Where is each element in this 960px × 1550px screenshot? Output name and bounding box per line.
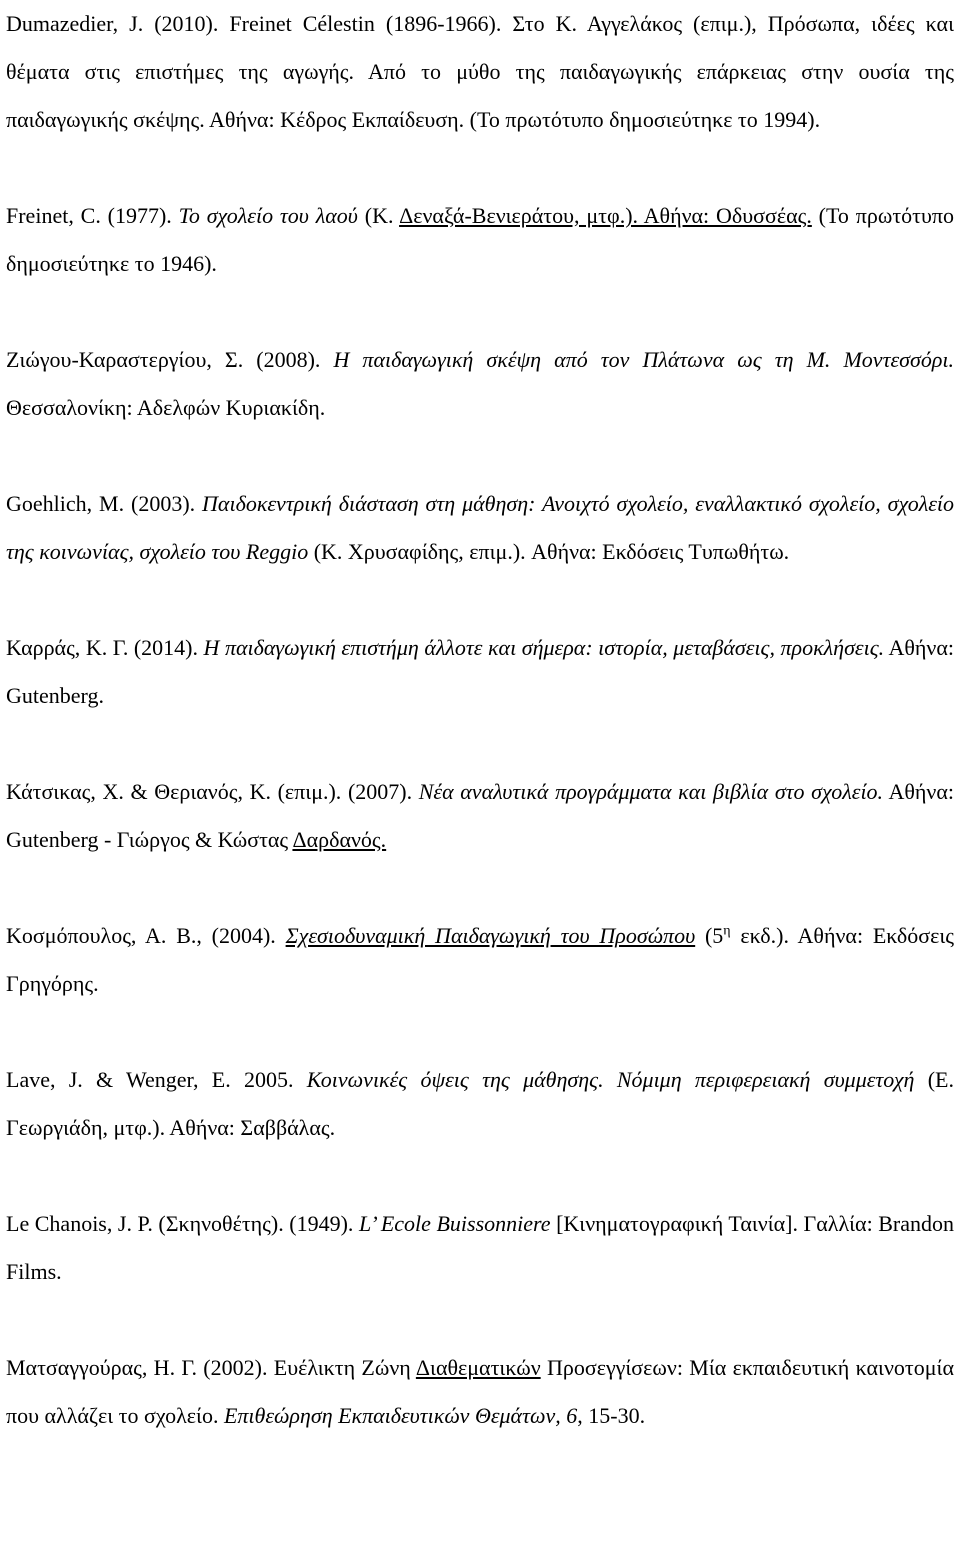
reference-entry (6, 1056, 954, 1152)
reference-text: (5 (695, 923, 724, 948)
reference-text: Ζιώγου-Καραστεργίου, Σ. (2008). (6, 347, 334, 372)
reference-title: Παιδοκεντρική διάσταση στη μάθηση: Ανοιχτό σχολείο, εναλλακτικό σχολείο, σχολείο της κοινωνίας, σχολείο του Reggio (6, 491, 955, 564)
reference-journal-title: Επιθεώρηση Εκπαιδευτικών Θεμάτων, 6 (223, 1403, 578, 1428)
reference-entry (6, 192, 954, 288)
entry-spacer (6, 720, 954, 768)
reference-text: Προσεγγίσεων: Μία εκπαιδευτική καινοτομία που αλλάζει το σχολείο. (6, 1355, 954, 1428)
reference-text: Θεσσαλονίκη: Αδελφών Κυριακίδη. (6, 395, 326, 420)
reference-entry (6, 480, 954, 576)
reference-entry (6, 336, 954, 432)
reference-text-underlined: Δεναξά-Βενιεράτου, μτφ.). Αθήνα: Οδυσσέας. (399, 203, 812, 228)
reference-text: , 15-30. (577, 1403, 646, 1428)
reference-text: Goehlich, M. (2003). (6, 491, 203, 516)
entry-spacer (6, 1296, 954, 1344)
reference-text: Αθήνα: Gutenberg. (6, 635, 954, 708)
reference-text-underlined: Διαθεματικών (415, 1355, 541, 1380)
reference-text: (Κ. Χρυσαφίδης, επιμ.). Αθήνα: Εκδόσεις Τυπωθήτω. (308, 539, 790, 564)
reference-title: Το σχολείο του λαού (178, 203, 358, 228)
entry-spacer (6, 864, 954, 912)
reference-entry (6, 768, 954, 864)
reference-text: Freinet, C. (1977). (6, 203, 179, 228)
reference-text: Κάτσικας, Χ. & Θεριανός, Κ. (επιμ.). (2007). (6, 779, 419, 804)
reference-text: εκδ.). Αθήνα: Εκδόσεις Γρηγόρης. (6, 923, 954, 996)
reference-text: Κοσμόπουλος, Α. Β., (2004). (6, 923, 286, 948)
entry-spacer (6, 144, 954, 192)
entry-spacer (6, 432, 954, 480)
reference-entry (6, 0, 954, 144)
entry-spacer (6, 288, 954, 336)
reference-text: Le Chanois, J. P. (Σκηνοθέτης). (1949). (6, 1211, 359, 1236)
reference-entry (6, 624, 954, 720)
reference-text: Lave, J. & Wenger, E. 2005. (6, 1067, 307, 1092)
reference-entry (6, 1200, 954, 1296)
edition-superscript: η (723, 923, 731, 939)
reference-text: (Ε. Γεωργιάδη, μτφ.). Αθήνα: Σαββάλας. (6, 1067, 954, 1140)
reference-title: Η παιδαγωγική επιστήμη άλλοτε και σήμερα: ιστορία, μεταβάσεις, προκλήσεις. (203, 635, 885, 660)
reference-title: L’ Ecole Buissonniere (358, 1211, 551, 1236)
reference-entry (6, 912, 954, 1008)
reference-text: Καρράς, Κ. Γ. (2014). (6, 635, 204, 660)
entry-spacer (6, 576, 954, 624)
entry-spacer (6, 1152, 954, 1200)
reference-list (6, 0, 954, 1440)
reference-text: (Κ. (357, 203, 400, 228)
entry-spacer (6, 1008, 954, 1056)
reference-text-underlined: Δαρδανός. (292, 827, 387, 852)
reference-title: Νέα αναλυτικά προγράμματα και βιβλία στο σχολείο. (418, 779, 884, 804)
reference-text: Ματσαγγούρας, Η. Γ. (2002). Ευέλικτη Ζώνη (6, 1355, 416, 1380)
reference-title: Σχεσιοδυναμική Παιδαγωγική του Προσώπου (285, 923, 696, 948)
reference-text: Dumazedier, J. (2010). Freinet Célestin (1896-1966). Στο Κ. Αγγελάκος (επιμ.), Πρόσωπα, ιδέες και θέματα στις επιστήμες της αγωγής. Από το μύθο της παιδαγωγικής επάρκειας στην ουσία της παιδαγωγικής σκέψης. Αθήνα: Κέδρος Εκπαίδευση. (Το πρωτότυπο δημοσιεύτηκε το 1994). (6, 11, 954, 132)
reference-text: (Το πρωτότυπο δημοσιεύτηκε το 1946). (6, 203, 955, 276)
reference-title: Κοινωνικές όψεις της μάθησης. Νόμιμη περιφερειακή συμμετοχή (306, 1067, 915, 1092)
reference-text: Αθήνα: Gutenberg - Γιώργος & Κώστας (6, 779, 954, 852)
reference-text: [Κινηματογραφική Ταινία]. Γαλλία: Brandon Films. (6, 1211, 955, 1284)
reference-title: Η παιδαγωγική σκέψη από τον Πλάτωνα ως τη Μ. Μοντεσσόρι. (333, 347, 954, 372)
reference-entry (6, 1344, 954, 1440)
